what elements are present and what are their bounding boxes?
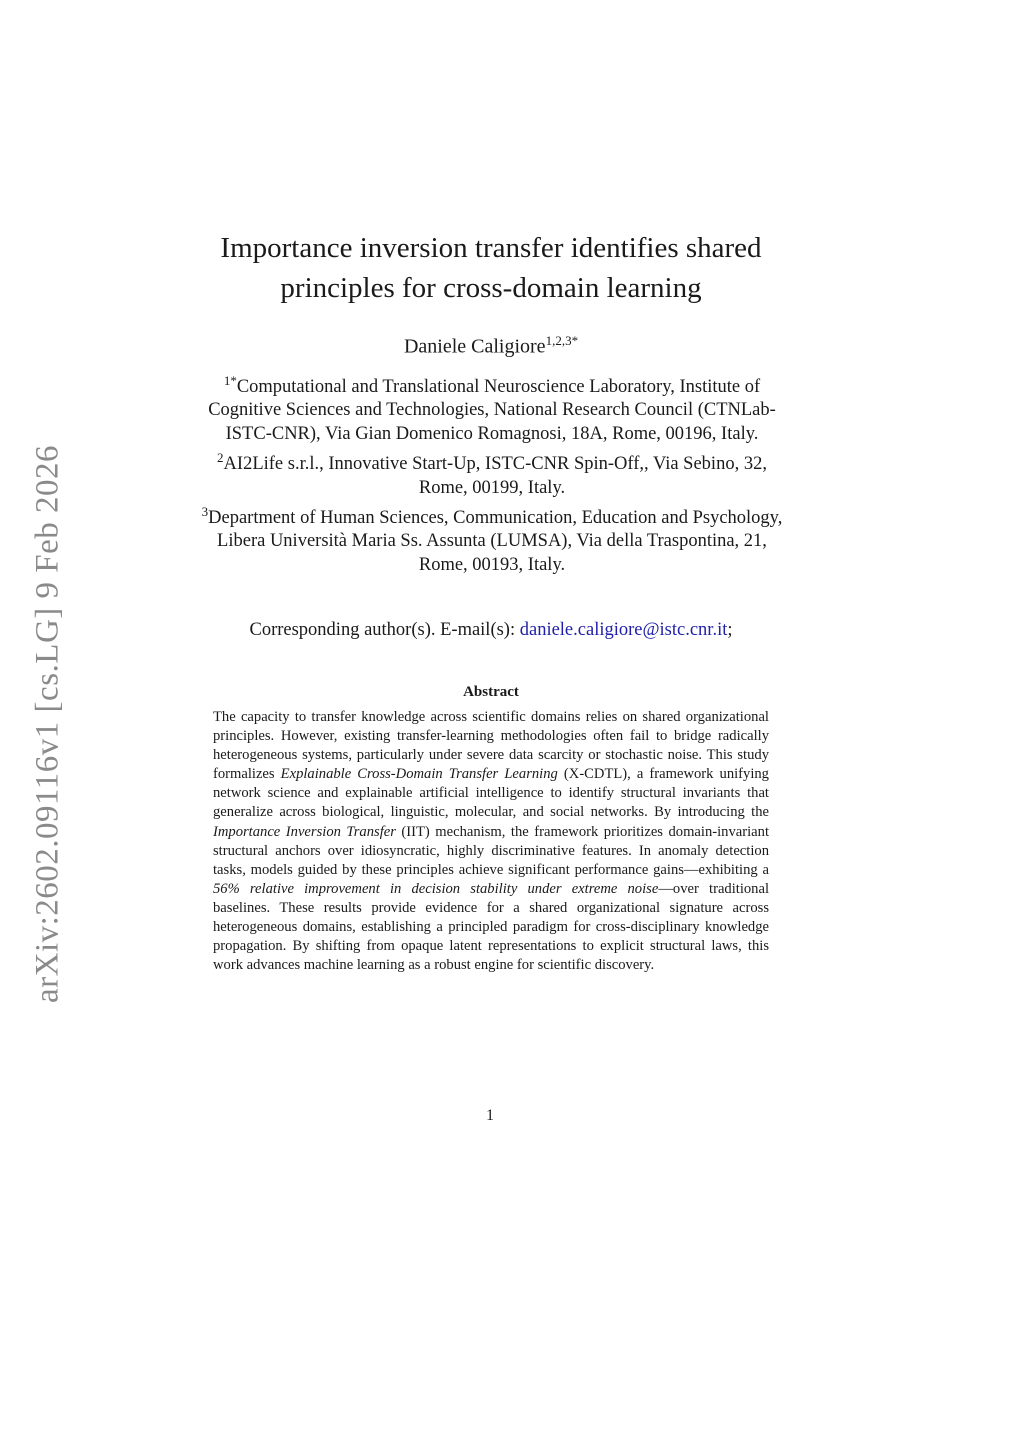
abstract-text-1: The capacity to transfer knowledge across scientific domains relies on shared organizational principles. However, existing transfer-learning methodologies often fail to bridge radically heterogeneous systems, particularly under severe data scarcity or stochastic noise. This study formalizes xyxy=(213,709,769,783)
affiliation-3 xyxy=(196,500,788,577)
affiliation-text: Department of Human Sciences, Communication, Education and Psychology, Libera Università Maria Ss. Assunta (LUMSA), Via della Traspontina, 21, Rome, 00193, Italy. xyxy=(208,507,783,575)
author-line xyxy=(200,333,782,359)
affiliations xyxy=(196,369,788,577)
author-name: Daniele Caligiore xyxy=(403,335,546,358)
affiliation-mark: 3 xyxy=(201,503,209,519)
corresponding-author xyxy=(200,620,782,641)
affiliation-1 xyxy=(196,369,788,446)
author-affiliation-marks: 1,2,3* xyxy=(545,333,579,348)
affiliation-text: Computational and Translational Neuroscience Laboratory, Institute of Cognitive Sciences and Technologies, National Research Council (CTNLab-ISTC-CNR), Via Gian Domenico Romagnosi, 18A, Rome, 00196, Italy. xyxy=(208,377,776,444)
affiliation-mark: 1* xyxy=(223,373,237,388)
arxiv-identifier-stamp: arXiv:2602.09116v1 [cs.LG] 9 Feb 2026 xyxy=(29,444,66,1004)
page-number: 1 xyxy=(486,1107,494,1124)
corresponding-suffix: ; xyxy=(727,620,733,640)
abstract-text-3: (IIT) mechanism, the framework prioritizes domain-invariant structural anchors over idiosyncratic, highly discriminative features. In anomaly detection tasks, models guided by these principles achieve significant performance gains—exhibiting a xyxy=(213,823,769,878)
abstract-emphasis-result: 56% relative improvement in decision stability under extreme noise xyxy=(213,880,659,897)
affiliation-mark: 2 xyxy=(217,450,224,466)
paper-title: Importance inversion transfer identifies shared principles for cross-domain learning xyxy=(220,232,762,304)
abstract-emphasis-iit: Importance Inversion Transfer xyxy=(213,823,396,840)
abstract-emphasis-xcdtl: Explainable Cross-Domain Transfer Learning xyxy=(280,766,558,783)
abstract-text-2: (X-CDTL), a framework unifying network science and explainable artificial intelligence to identify structural invariants that generalize across biological, linguistic, molecular, and social networks. By introducing the xyxy=(213,766,769,821)
abstract-body xyxy=(213,708,769,975)
abstract-text-4: —over traditional baselines. These results provide evidence for a shared organizational signature across heterogeneous domains, establishing a principled paradigm for cross-disciplinary knowledge propagation. By shifting from opaque latent representations to explicit structural laws, this work advances machine learning as a robust engine for scientific discovery. xyxy=(213,880,770,974)
affiliation-2 xyxy=(196,446,788,500)
abstract-heading: Abstract xyxy=(463,684,519,700)
email-link[interactable]: daniele.caligiore@istc.cnr.it xyxy=(519,620,728,640)
corresponding-label: Corresponding author(s). E-mail(s): xyxy=(249,620,520,640)
affiliation-text: AI2Life s.r.l., Innovative Start-Up, ISTC-CNR Spin-Off,, Via Sebino, 32, Rome, 00199, Italy. xyxy=(223,454,767,498)
